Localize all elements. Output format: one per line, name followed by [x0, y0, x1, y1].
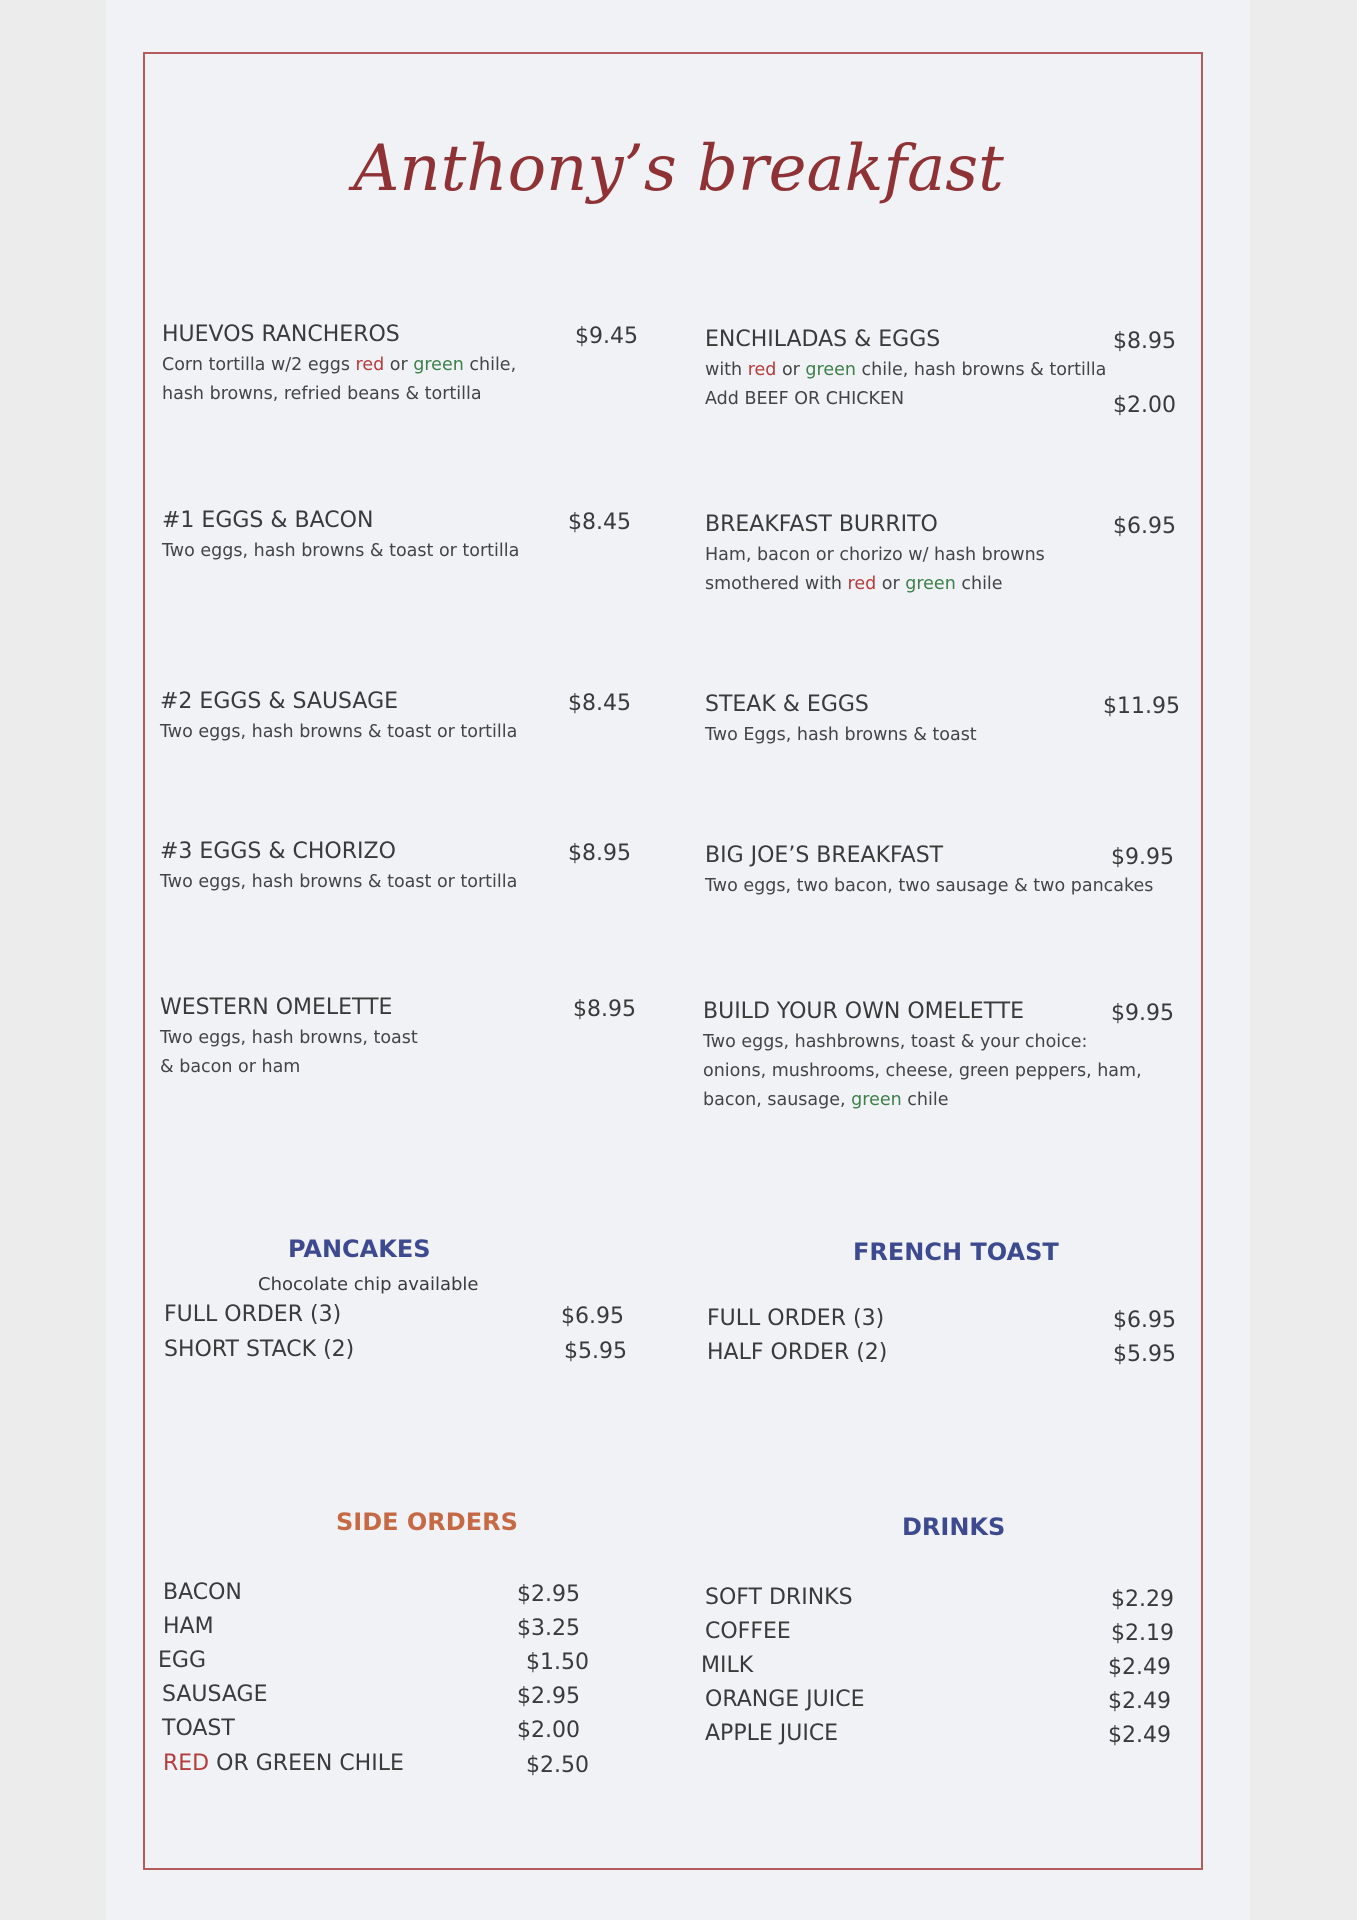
drink-row-price: $2.29	[1111, 1587, 1174, 1612]
item-description: Two eggs, two bacon, two sausage & two pancakes	[705, 876, 1154, 896]
item-price: $8.95	[568, 841, 631, 866]
menu-item-enchiladas-eggs	[705, 327, 1106, 414]
item-name: #3 EGGS & CHORIZO	[160, 839, 396, 864]
item-name: STEAK & EGGS	[705, 692, 869, 717]
pancakes-row-price: $6.95	[561, 1304, 624, 1329]
french-toast-row-label: FULL ORDER (3)	[707, 1306, 885, 1331]
drinks-heading: DRINKS	[902, 1513, 1006, 1541]
menu-item-huevos-rancheros	[162, 322, 516, 409]
menu-item-western-omelette	[160, 995, 418, 1082]
item-name: BREAKFAST BURRITO	[705, 512, 938, 537]
drink-row-price: $2.49	[1108, 1723, 1171, 1748]
item-description: Two eggs, hashbrowns, toast & your choice: onions, mushrooms, cheese, green peppers, ham, bacon, sausage, green chile	[703, 1032, 1142, 1110]
item-price: $9.45	[575, 324, 638, 349]
french-toast-row-price: $6.95	[1113, 1308, 1176, 1333]
item-name: WESTERN OMELETTE	[160, 995, 393, 1020]
drink-row-label: MILK	[701, 1653, 754, 1678]
item-name: #2 EGGS & SAUSAGE	[160, 689, 399, 714]
menu-item-steak-eggs	[705, 692, 977, 750]
item-price: $11.95	[1103, 694, 1180, 719]
item-name: HUEVOS RANCHEROS	[162, 322, 400, 347]
side-row-price: $1.50	[526, 1650, 589, 1675]
item-name: ENCHILADAS & EGGS	[705, 327, 941, 352]
drink-row-label: ORANGE JUICE	[705, 1687, 865, 1712]
item-description: Two eggs, hash browns, toast & bacon or ham	[160, 1028, 418, 1077]
side-row-label: EGG	[158, 1648, 206, 1673]
menu-item-eggs-chorizo	[160, 839, 517, 897]
drink-row-price: $2.19	[1111, 1621, 1174, 1646]
item-price: $6.95	[1113, 514, 1176, 539]
side-row-price: $2.95	[517, 1684, 580, 1709]
side-row-price: $3.25	[517, 1616, 580, 1641]
side-row-label-chile: RED OR GREEN CHILE	[163, 1751, 404, 1776]
pancakes-heading: PANCAKES	[288, 1235, 431, 1263]
menu-item-big-joes-breakfast	[705, 843, 1153, 901]
drink-row-price: $2.49	[1108, 1655, 1171, 1680]
menu-title: Anthony’s breakfast	[353, 132, 1004, 206]
item-name: BUILD YOUR OWN OMELETTE	[703, 999, 1025, 1024]
side-row-label: SAUSAGE	[162, 1682, 268, 1707]
item-description: Two eggs, hash browns & toast or tortilla	[160, 722, 518, 742]
french-toast-row-price: $5.95	[1113, 1342, 1176, 1367]
item-price: $8.95	[1113, 329, 1176, 354]
side-orders-heading: SIDE ORDERS	[336, 1508, 518, 1536]
side-row-label: TOAST	[162, 1716, 235, 1741]
item-price: $8.45	[568, 691, 631, 716]
side-row-label: HAM	[163, 1614, 214, 1639]
pancakes-row-label: FULL ORDER (3)	[164, 1302, 342, 1327]
pancakes-note: Chocolate chip available	[258, 1274, 479, 1295]
item-price: $9.95	[1111, 1001, 1174, 1026]
menu-item-eggs-sausage	[160, 689, 517, 747]
pancakes-row-price: $5.95	[564, 1339, 627, 1364]
item-price: $8.45	[568, 510, 631, 535]
french-toast-heading: FRENCH TOAST	[853, 1238, 1059, 1266]
side-row-price: $2.00	[517, 1718, 580, 1743]
side-row-price: $2.50	[526, 1753, 589, 1778]
menu-item-eggs-bacon	[162, 508, 519, 566]
item-price: $8.95	[573, 997, 636, 1022]
item-name: BIG JOE’S BREAKFAST	[705, 843, 944, 868]
drink-row-label: APPLE JUICE	[705, 1721, 839, 1746]
item-price: $9.95	[1111, 845, 1174, 870]
item-description: Two eggs, hash browns & toast or tortilla	[160, 872, 518, 892]
french-toast-row-label: HALF ORDER (2)	[707, 1340, 888, 1365]
pancakes-row-label: SHORT STACK (2)	[164, 1337, 355, 1362]
side-row-price: $2.95	[517, 1582, 580, 1607]
item-name: #1 EGGS & BACON	[162, 508, 374, 533]
drink-row-label: COFFEE	[705, 1619, 791, 1644]
addon-price: $2.00	[1113, 393, 1176, 418]
item-description: Ham, bacon or chorizo w/ hash browns smothered with red or green chile	[705, 545, 1045, 594]
drink-row-label: SOFT DRINKS	[705, 1585, 853, 1610]
item-description: Two Eggs, hash browns & toast	[705, 725, 977, 745]
side-row-label: BACON	[163, 1580, 242, 1605]
menu-item-breakfast-burrito	[705, 512, 1045, 599]
item-description: Corn tortilla w/2 eggs red or green chile, hash browns, refried beans & tortilla	[162, 355, 517, 404]
item-description: with red or green chile, hash browns & tortilla Add BEEF OR CHICKEN	[705, 360, 1107, 409]
menu-item-build-your-own-omelette	[703, 999, 1142, 1115]
drink-row-price: $2.49	[1108, 1689, 1171, 1714]
item-description: Two eggs, hash browns & toast or tortilla	[162, 541, 520, 561]
